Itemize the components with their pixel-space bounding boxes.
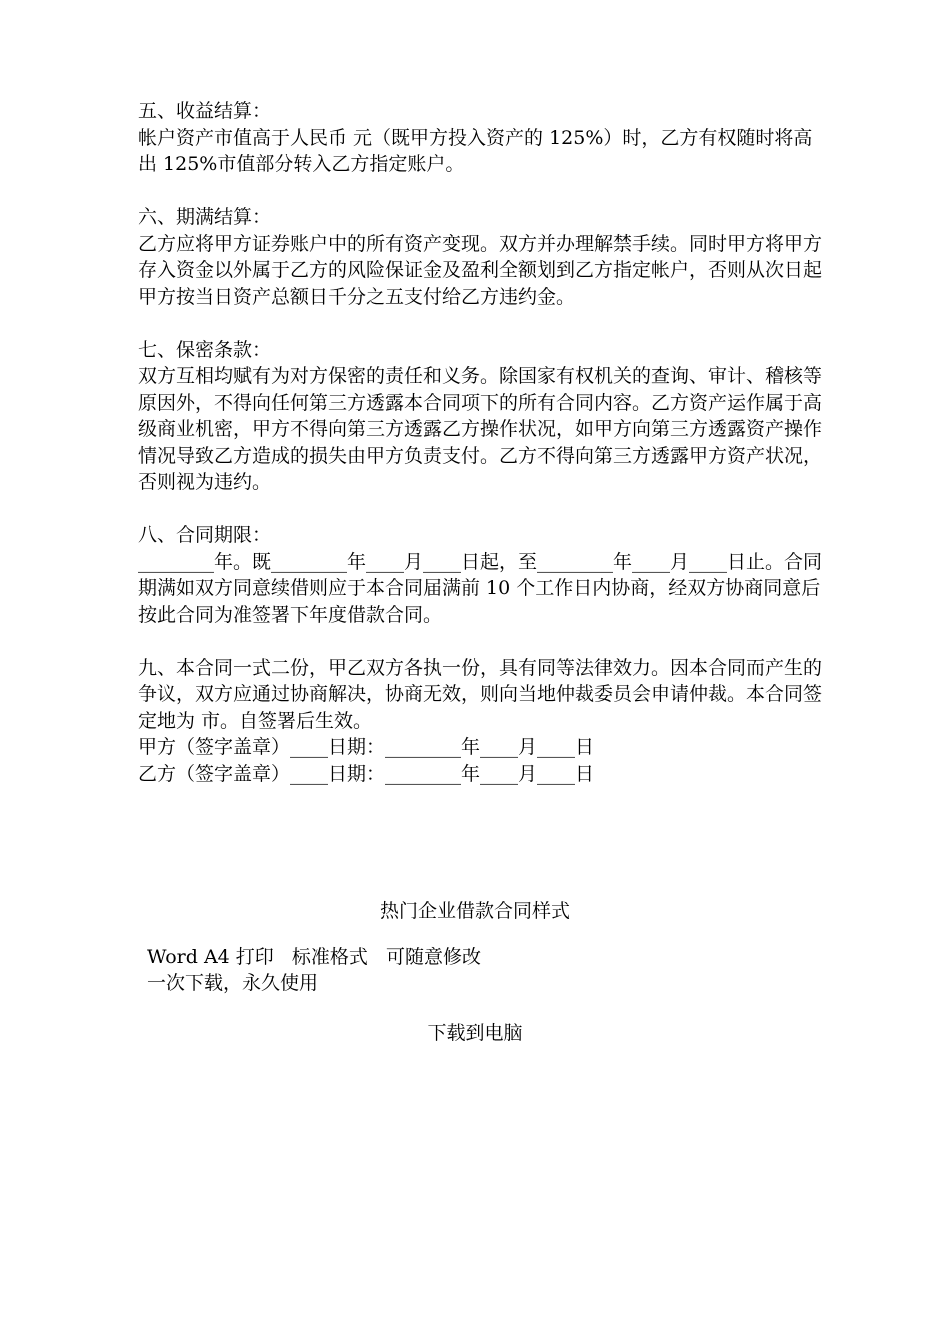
section-paragraph: 双方互相均赋有为对方保密的责任和义务。除国家有权机关的查询、审计、稽核等原因外，不得向任何第三方透露本合同项下的所有合同内容。乙方资产运作属于高级商业机密，甲方不得向第三方透露乙方操作状况，如甲方向第三方透露资产操作情况导致乙方造成的损失由甲方负责支付。乙方不得向第三方透露甲方资产状况，否则视为违约。 <box>138 365 823 493</box>
section-paragraph: 九、本合同一式二份，甲乙双方各执一份，具有同等法律效力。因本合同而产生的争议，双方应通过协商解决，协商无效，则向当地仲裁委员会申请仲裁。本合同签定地为 市。自签署后生效。 <box>138 656 823 732</box>
section-copies-and-signature <box>138 655 828 788</box>
section-paragraph: 乙方应将甲方证券账户中的所有资产变现。双方并办理解禁手续。同时甲方将甲方存入资金以外属于乙方的风险保证金及盈利全额划到乙方指定帐户，否则从次日起甲方按当日资产总额日千分之五支付给乙方违约金。 <box>138 232 823 308</box>
signature-line-party-a: 甲方（签字盖章）____日期：________年____月____日 <box>138 736 595 758</box>
section-paragraph: ________年。既________年____月____日起，至________年____月____日止。合同期满如双方同意续借则应于本合同届满前 10 个工作日内协商，经双方协商同意后按此合同为准签署下年度借款合同。 <box>138 550 823 626</box>
section-heading: 七、保密条款： <box>138 338 272 361</box>
section-paragraph: 帐户资产市值高于人民币 元（既甲方投入资产的 125%）时，乙方有权随时将高出 125%市值部分转入乙方指定账户。 <box>138 126 813 175</box>
promo-feature-line: Word A4 打印 标准格式 可随意修改 <box>147 946 482 968</box>
section-income-settlement <box>138 98 828 178</box>
signature-line-party-b: 乙方（签字盖章）____日期：________年____月____日 <box>138 762 595 785</box>
section-heading: 五、收益结算： <box>138 100 272 122</box>
promo-title: 热门企业借款合同样式 <box>379 900 570 922</box>
section-confidentiality <box>138 337 828 496</box>
promo-feature-line: 一次下载，永久使用 <box>147 972 319 994</box>
section-contract-term <box>138 522 828 628</box>
download-to-computer-link[interactable]: 下载到电脑 <box>427 1022 523 1044</box>
section-heading: 八、合同期限： <box>138 524 272 546</box>
section-maturity-settlement <box>138 204 828 310</box>
section-heading: 六、期满结算： <box>138 206 272 228</box>
contract-body <box>138 98 828 814</box>
